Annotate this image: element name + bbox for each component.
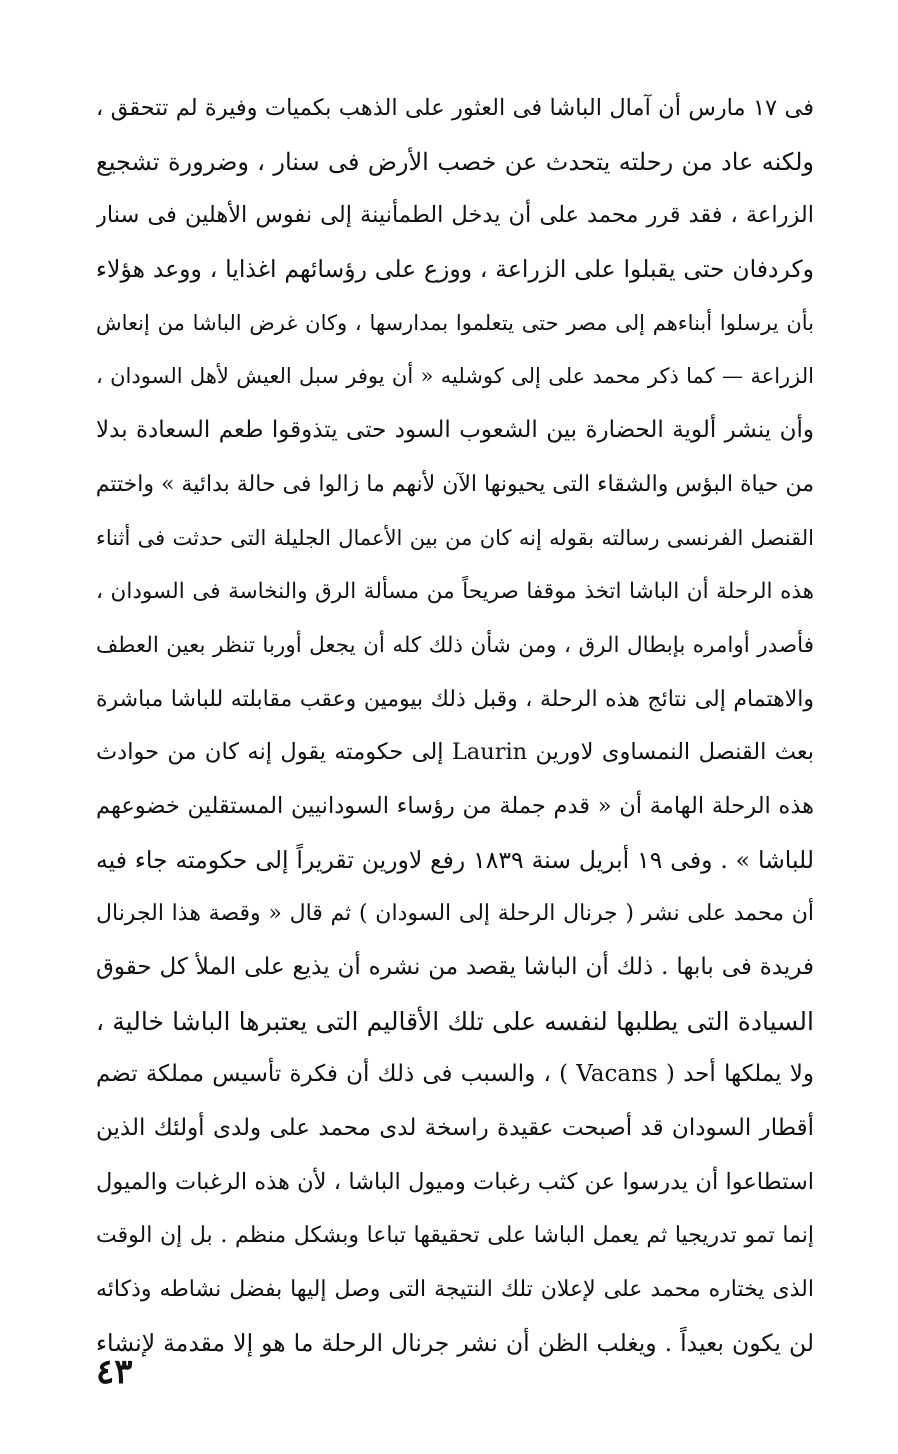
text-line: استطاعوا أن يدرسوا عن كثب رغبات وميول الباشا ، لأن هذه الرغبات والميول	[96, 1168, 814, 1195]
text-line: وأن ينشر ألوية الحضارة بين الشعوب السود حتى يتذوقوا طعم السعادة بدلا	[96, 417, 814, 444]
text-line: فأصدر أوامره بإبطال الرق ، ومن شأن ذلك كله أن يجعل أوربا تنظر بعين العطف	[96, 632, 814, 658]
text-line: أن محمد على نشر ( جرنال الرحلة إلى السودان ) ثم قال « وقصة هذا الجرنال	[96, 901, 814, 927]
text-line: السيادة التى يطلبها لنفسه على تلك الأقاليم التى يعتبرها الباشا خالية ،	[96, 1006, 814, 1036]
page-number: ٤٣	[96, 1352, 133, 1392]
text-line: ولا يملكها أحد ( Vacans ) ، والسبب فى ذلك أن فكرة تأسيس مملكة تضم	[96, 1061, 814, 1088]
text-line: بأن يرسلوا أبناءهم إلى مصر حتى يتعلموا بمدارسها ، وكان غرض الباشا من إنعاش	[96, 310, 814, 335]
text-line: والاهتمام إلى نتائج هذه الرحلة ، وقبل ذلك بيومين وعقب مقابلته للباشا مباشرة	[96, 686, 814, 712]
text-line: بعث القنصل النمساوى لاورين Laurin إلى حكومته يقول إنه كان من حوادث	[96, 739, 814, 766]
text-line: إنما تمو تدريجيا ثم يعمل الباشا على تحقيقها تباعا وبشكل منظم . بل إن الوقت	[96, 1223, 814, 1249]
text-line: الزراعة ، فقد قرر محمد على أن يدخل الطمأنينة إلى نفوس الأهلين فى سنار	[96, 202, 814, 229]
text-line: هذه الرحلة أن الباشا اتخذ موقفا صريحاً من مسألة الرق والنخاسة فى السودان ،	[96, 579, 814, 605]
text-line: للباشا » . وفى ١٩ أبريل سنة ١٨٣٩ رفع لاورين تقريراً إلى حكومته جاء فيه	[96, 845, 814, 874]
text-line: ولكنه عاد من رحلته يتحدث عن خصب الأرض فى سنار ، وضرورة تشجيع	[96, 147, 814, 176]
text-line: الزراعة — كما ذكر محمد على إلى كوشليه « أن يوفر سبل العيش لأهل السودان ،	[96, 364, 814, 389]
text-line: الذى يختاره محمد على لإعلان تلك النتيجة التى وصل إليها بفضل نشاطه وذكائه	[96, 1277, 814, 1303]
text-line: هذه الرحلة الهامة أن « قدم جملة من رؤساء السودانيين المستقلين خضوعهم	[96, 792, 814, 819]
body-text	[96, 82, 814, 1371]
text-line: من حياة البؤس والشقاء التى يحيونها الآن لأنهم ما زالوا فى حالة بدائية » واختتم	[96, 471, 814, 497]
text-line: فى ١٧ مارس أن آمال الباشا فى العثور على الذهب بكميات وفيرة لم تتحقق ،	[96, 95, 814, 121]
text-line: القنصل الفرنسى رسالته بقوله إنه كان من بين الأعمال الجليلة التى حدثت فى أثناء	[96, 525, 814, 550]
text-line: أقطار السودان قد أصبحت عقيدة راسخة لدى محمد على ولدى أولئك الذين	[96, 1115, 814, 1142]
text-line: وكردفان حتى يقبلوا على الزراعة ، ووزع على رؤسائهم اغذايا ، ووعد هؤلاء	[96, 255, 814, 284]
text-line: لن يكون بعيداً . ويغلب الظن أن نشر جرنال الرحلة ما هو إلا مقدمة لإنشاء	[96, 1328, 814, 1357]
text-line: فريدة فى بابها . ذلك أن الباشا يقصد من نشره أن يذيع على الملأ كل حقوق	[96, 954, 814, 980]
